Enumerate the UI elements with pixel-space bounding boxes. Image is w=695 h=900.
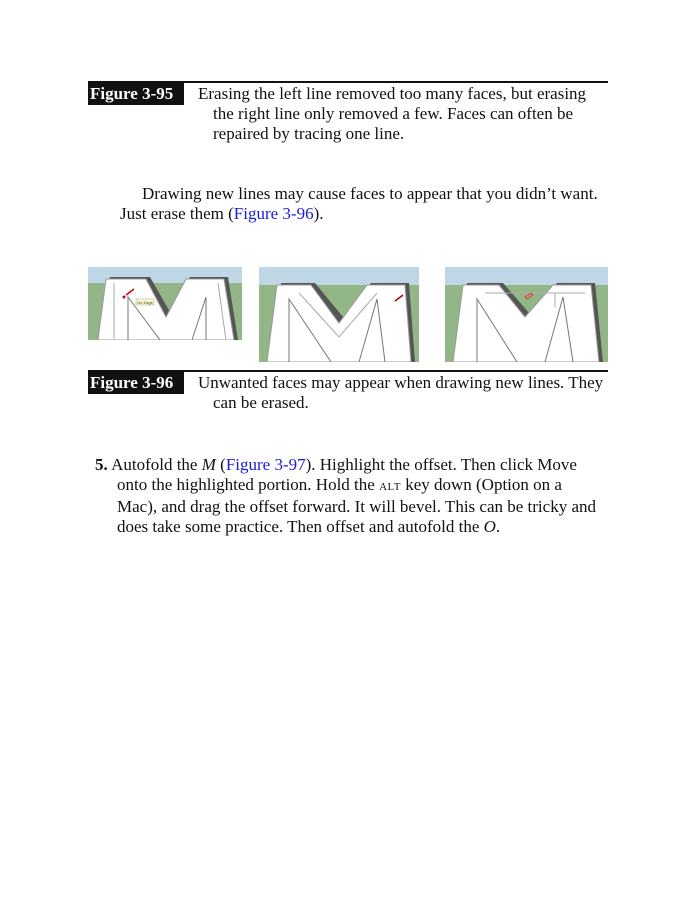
step-5 bbox=[95, 455, 615, 537]
paragraph-line: Drawing new lines may cause faces to appear that you didn’t want. bbox=[142, 184, 598, 203]
caption-line: repaired by tracing one line. bbox=[213, 124, 405, 143]
figure-3-95-label: Figure 3-95 bbox=[88, 83, 184, 105]
text: . bbox=[495, 517, 501, 536]
alt-key: ALT bbox=[379, 481, 401, 493]
text: ( bbox=[215, 455, 226, 474]
letter-o: O bbox=[483, 517, 496, 536]
figure-3-96-image-right bbox=[445, 267, 608, 362]
figure-3-96-caption bbox=[198, 373, 608, 413]
text: onto the highlighted portion. Hold the bbox=[117, 475, 380, 494]
step-line bbox=[95, 475, 615, 497]
step-line: Mac), and drag the offset forward. It will bevel. This can be tricky and bbox=[117, 497, 596, 516]
caption-line: can be erased. bbox=[213, 393, 309, 412]
step-line bbox=[95, 517, 615, 537]
paragraph-erase-faces bbox=[120, 184, 620, 224]
text: Just erase them ( bbox=[120, 204, 234, 223]
on-edge-tooltip: On Edge bbox=[137, 300, 153, 305]
text: ). bbox=[313, 204, 324, 223]
text: ). Highlight the offset. Then click Move bbox=[305, 455, 577, 474]
text: key down (Option on a bbox=[400, 475, 562, 494]
paragraph-line bbox=[120, 204, 620, 224]
figure-3-97-link[interactable]: Figure 3-97 bbox=[225, 455, 306, 474]
figure-3-96-image-middle bbox=[259, 267, 419, 362]
caption-line: Unwanted faces may appear when drawing new lines. They bbox=[198, 373, 604, 392]
step-line bbox=[95, 455, 615, 475]
figure-3-96-link[interactable]: Figure 3-96 bbox=[233, 204, 314, 223]
figure-3-96-image-left bbox=[88, 267, 242, 340]
figure-3-96-label: Figure 3-96 bbox=[88, 372, 184, 394]
letter-m: M bbox=[201, 455, 216, 474]
caption-line: Erasing the left line removed too many faces, but erasing bbox=[198, 84, 587, 103]
step-number: 5. bbox=[95, 455, 108, 474]
text: Autofold the bbox=[111, 455, 202, 474]
text: does take some practice. Then offset and autofold the bbox=[117, 517, 484, 536]
caption-line: the right line only removed a few. Faces can often be bbox=[213, 104, 574, 123]
figure-3-95-caption bbox=[198, 84, 608, 144]
